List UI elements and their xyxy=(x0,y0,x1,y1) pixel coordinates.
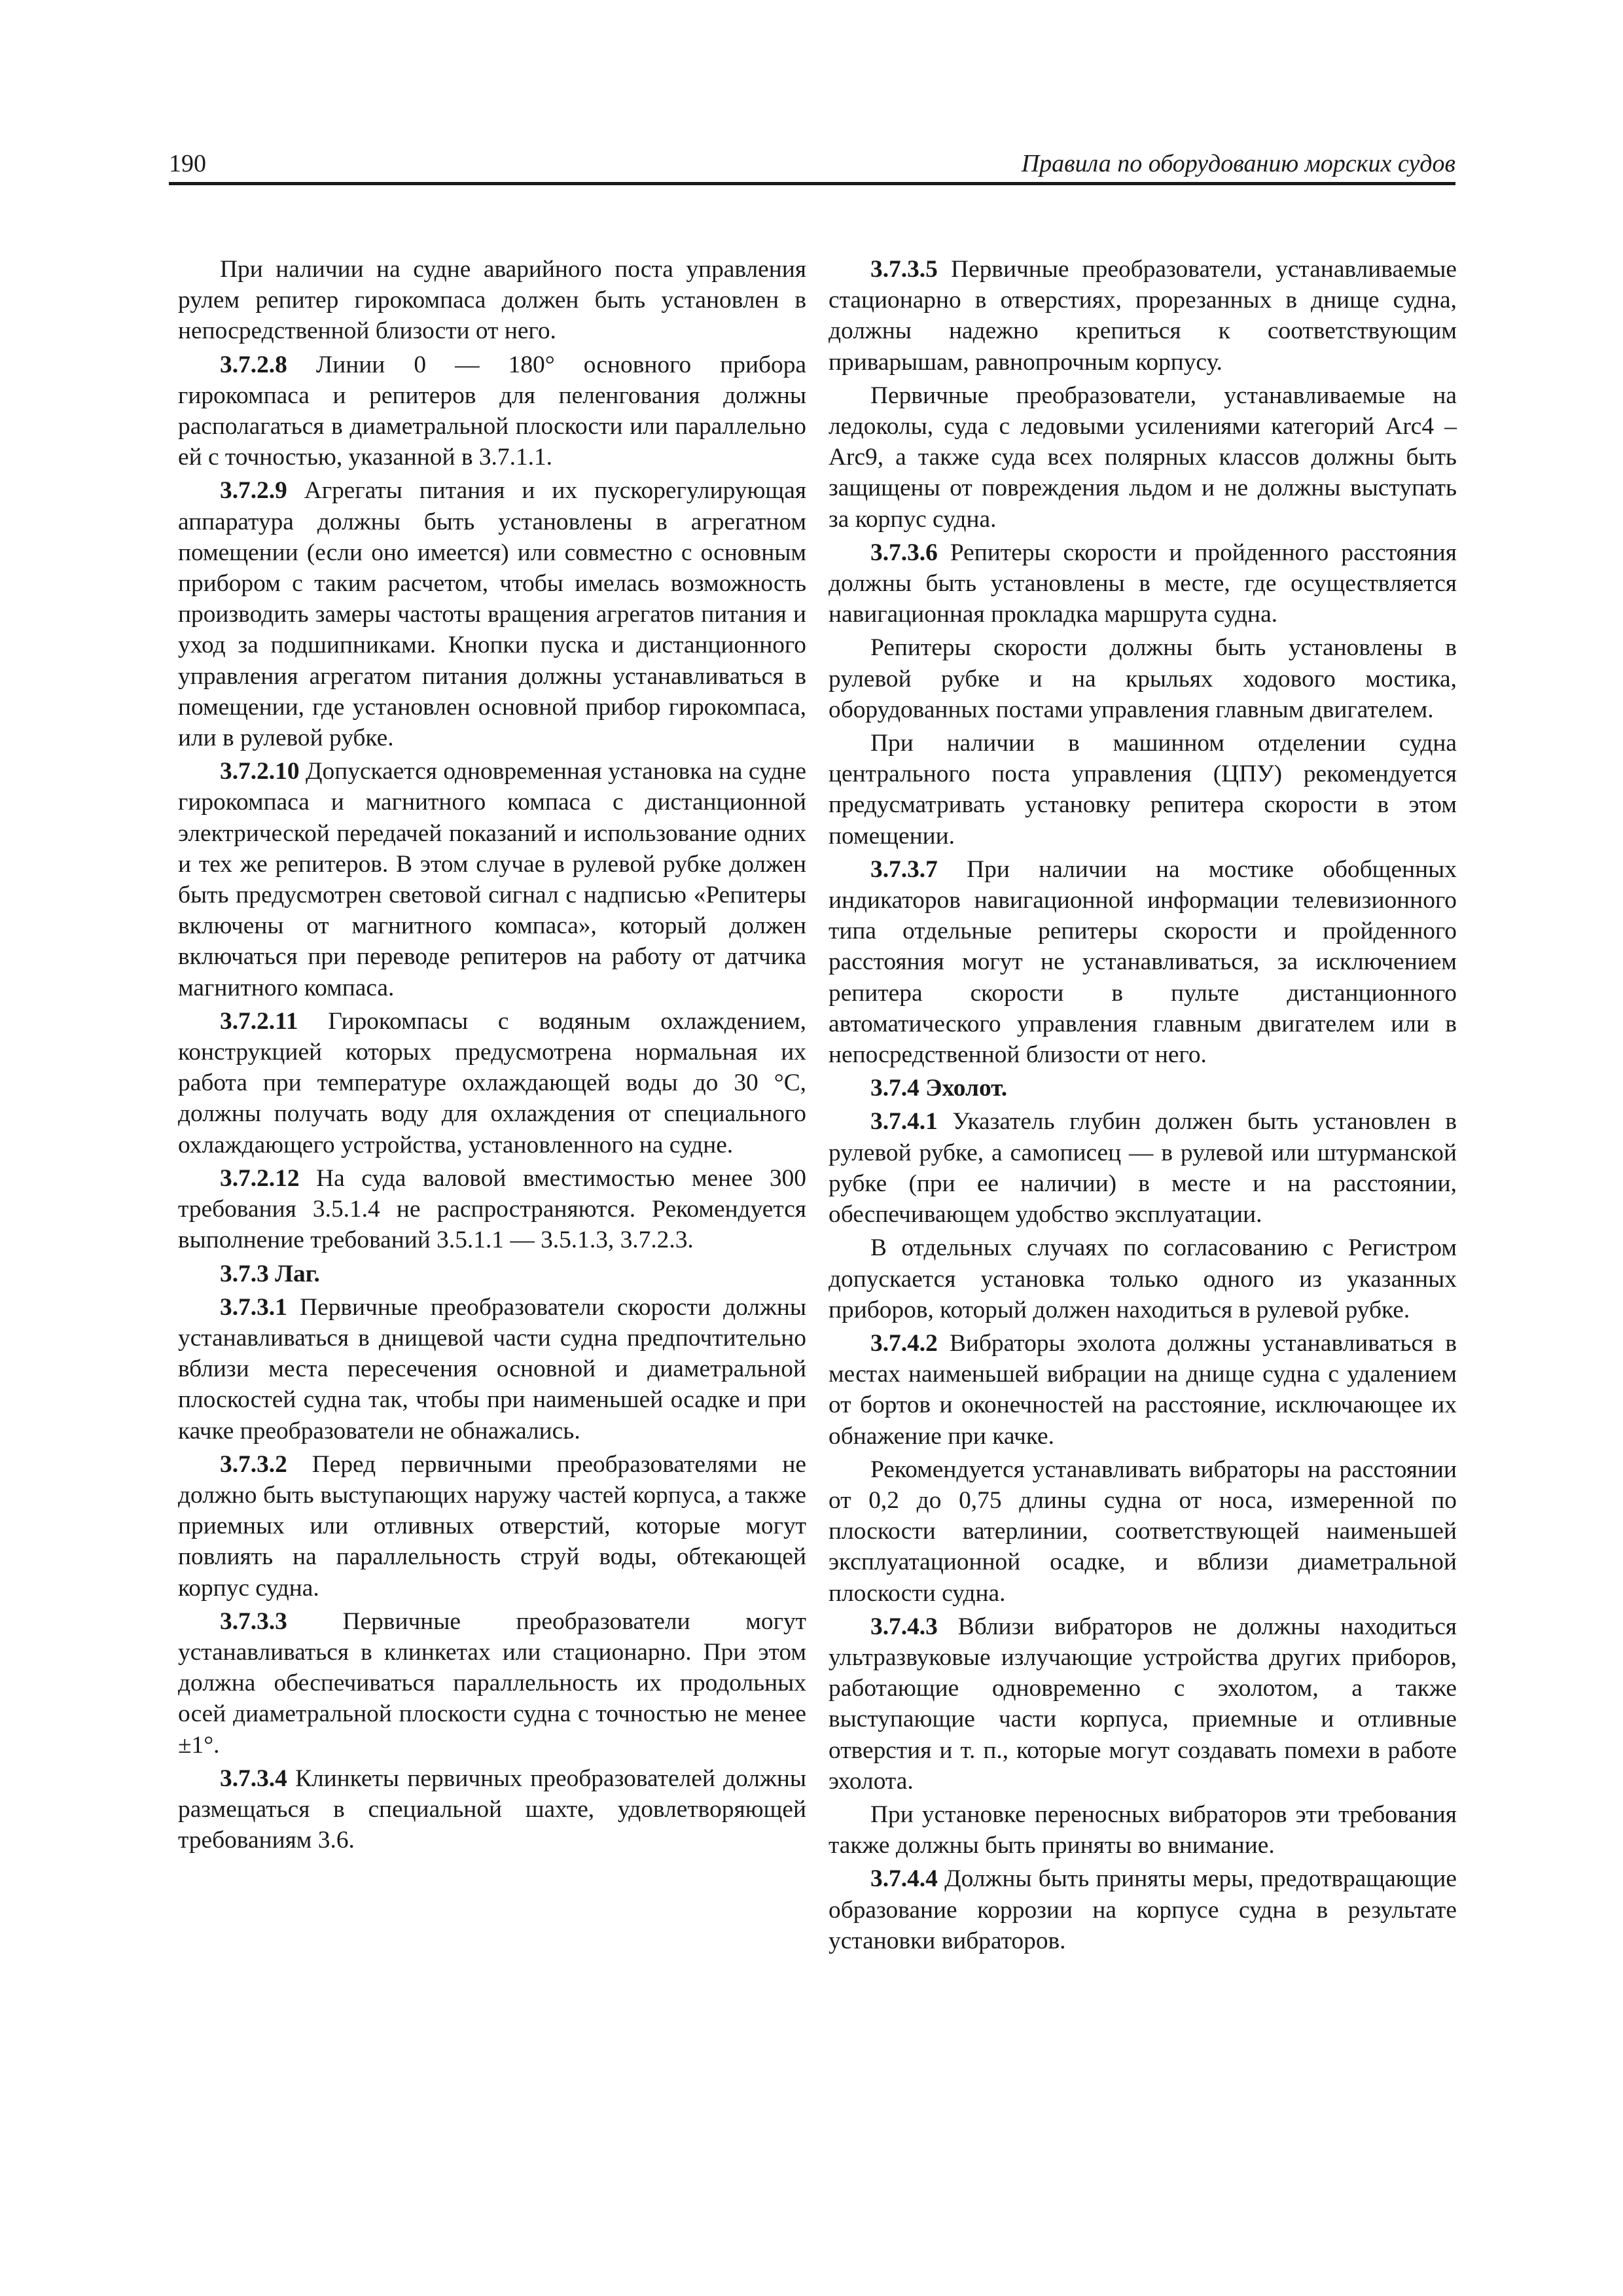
paragraph xyxy=(178,1449,806,1604)
clause-number: 3.7.3.3 xyxy=(220,1607,287,1635)
paragraph-text: Первичные преобразователи, устанавливаемые на ледоколы, суда с ледовыми усилениями категорий Arc4 – Arc9, а также суда всех полярных классов должны быть защищены от повреждения льдом и не должны выступать за корпус судна. xyxy=(829,382,1457,533)
clause-number: 3.7.2.12 xyxy=(220,1164,300,1192)
clause-number: 3.7.3.6 xyxy=(870,539,938,566)
paragraph xyxy=(178,1606,806,1761)
paragraph xyxy=(829,1232,1457,1325)
paragraph xyxy=(829,1328,1457,1452)
paragraph xyxy=(829,1106,1457,1230)
paragraph-text: Гирокомпасы с водяным охлаждением, конструкцией которых предусмотрена нормальная их работа при температуре охлаждающей воды до 30 °С, должны получать воду для охлаждения от специального охлаждающего устройства, установленного на судне. xyxy=(178,1007,806,1158)
right-column xyxy=(829,254,1457,1959)
left-column xyxy=(178,254,806,1858)
paragraph xyxy=(178,1763,806,1856)
paragraph xyxy=(829,537,1457,630)
paragraph xyxy=(829,1799,1457,1861)
paragraph xyxy=(829,728,1457,852)
paragraph xyxy=(829,1863,1457,1956)
clause-number: 3.7.4.2 xyxy=(870,1329,938,1357)
clause-number: 3.7.2.10 xyxy=(220,758,300,785)
paragraph xyxy=(829,854,1457,1070)
clause-number: 3.7.4.3 xyxy=(870,1613,938,1640)
paragraph xyxy=(829,1454,1457,1609)
paragraph xyxy=(178,756,806,1003)
clause-number: 3.7.4.4 xyxy=(870,1865,938,1893)
clause-number: 3.7.3.1 xyxy=(220,1293,287,1321)
running-title: Правила по оборудованию морских судов xyxy=(1021,150,1455,177)
paragraph-text: При наличии на мостике обобщенных индикаторов навигационной информации телевизионного типа отдельные репитеры скорости и пройденного расстояния могут не устанавливаться, за исключением репитера скорости в пульте дистанционного автоматического управления главным двигателем или в непосредственной близости от него. xyxy=(829,855,1457,1069)
clause-number: 3.7.3.4 xyxy=(220,1765,287,1792)
paragraph-text: Первичные преобразователи могут устанавливаться в клинкетах или стационарно. При этом должна обеспечиваться параллельность их продольных осей диаметральной плоскости судна с точностью не менее ±1°. xyxy=(178,1607,806,1759)
section-heading xyxy=(829,1073,1457,1103)
paragraph-text: Допускается одновременная установка на судне гирокомпаса и магнитного компаса с дистанционной электрической передачей показаний и использование одних и тех же репитеров. В этом случае в рулевой рубке должен быть предусмотрен световой сигнал с надписью «Репитеры включены от магнитного компаса», который должен включаться при переводе репитеров на работу от датчика магнитного компаса. xyxy=(178,758,806,1001)
paragraph xyxy=(178,254,806,347)
paragraph-text: Репитеры скорости и пройденного расстояния должны быть установлены в месте, где осуществляется навигационная прокладка маршрута судна. xyxy=(829,539,1457,628)
section-heading xyxy=(178,1259,806,1289)
paragraph-text: Агрегаты питания и их пускорегулирующая аппаратура должны быть установлены в агрегатном помещении (если оно имеется) или совместно с основным прибором с таким расчетом, чтобы имелась возможность производить замеры частоты вращения агрегатов питания и уход за подшипниками. Кнопки пуска и дистанционного управления агрегатом питания должны устанавливаться в помещении, где установлен основной прибор гирокомпаса, или в рулевой рубке. xyxy=(178,477,806,752)
paragraph-text: На суда валовой вместимостью менее 300 требования 3.5.1.4 не распространяются. Рекомендуется выполнение требований 3.5.1.1 — 3.5.1.3, 3.7.2.3. xyxy=(178,1164,806,1254)
paragraph xyxy=(178,350,806,473)
paragraph-text: При наличии на судне аварийного поста управления рулем репитер гирокомпаса должен быть установлен в непосредственной близости от него. xyxy=(178,256,806,345)
paragraph-text: Перед первичными преобразователями не должно быть выступающих наружу частей корпуса, а также приемных или отливных отверстий, которые могут повлиять на параллельность струй воды, обтекающей корпус судна. xyxy=(178,1450,806,1602)
paragraph-text: Рекомендуется устанавливать вибраторы на расстоянии от 0,2 до 0,75 длины судна от носа, измеренной по плоскости ватерлинии, соответствующей наименьшей эксплуатационной осадке, и вблизи диаметральной плоскости судна. xyxy=(829,1456,1457,1607)
paragraph-text: При наличии в машинном отделении судна центрального поста управления (ЦПУ) рекомендуется предусматривать установку репитера скорости в этом помещении. xyxy=(829,730,1457,850)
paragraph-text: Должны быть приняты меры, предотвращающие образование коррозии на корпусе судна в результате установки вибраторов. xyxy=(829,1865,1457,1954)
paragraph-text: В отдельных случаях по согласованию с Регистром допускается установка только одного из указанных приборов, который должен находиться в рулевой рубке. xyxy=(829,1234,1457,1323)
paragraph xyxy=(178,1292,806,1446)
paragraph xyxy=(178,475,806,753)
paragraph-text: Клинкеты первичных преобразователей должны размещаться в специальной шахте, удовлетворяющей требованиям 3.6. xyxy=(178,1765,806,1854)
paragraph-text: Репитеры скорости должны быть установлены в рулевой рубке и на крыльях ходового мостика, оборудованных постами управления главным двигателем. xyxy=(829,634,1457,723)
paragraph-text: Указатель глубин должен быть установлен в рулевой рубке, а самописец — в рулевой или штурманской рубке (при ее наличии) в месте и на расстоянии, обеспечивающем удобство эксплуатации. xyxy=(829,1108,1457,1229)
section-heading-text: 3.7.4 Эхолот. xyxy=(870,1075,1008,1102)
clause-number: 3.7.3.2 xyxy=(220,1450,287,1478)
paragraph xyxy=(829,632,1457,725)
page-header xyxy=(169,145,1455,185)
paragraph xyxy=(829,1611,1457,1797)
paragraph xyxy=(178,1163,806,1256)
paragraph-text: Первичные преобразователи скорости должны устанавливаться в днищевой части судна предпочтительно вблизи места пересечения основной и диаметральной плоскостей судна так, чтобы при наименьшей осадке и при качке преобразователи не обнажались. xyxy=(178,1293,806,1444)
paragraph xyxy=(829,254,1457,378)
page-number: 190 xyxy=(169,150,206,177)
paragraph xyxy=(829,380,1457,535)
paragraph xyxy=(178,1006,806,1160)
paragraph-text: Вблизи вибраторов не должны находиться ультразвуковые излучающие устройства других приборов, работающие одновременно с эхолотом, а также выступающие части корпуса, приемные и отливные отверстия и т. п., которые могут создавать помехи в работе эхолота. xyxy=(829,1613,1457,1795)
clause-number: 3.7.2.8 xyxy=(220,351,287,378)
paragraph-text: При установке переносных вибраторов эти требования также должны быть приняты во внимание. xyxy=(829,1801,1457,1859)
clause-number: 3.7.3.7 xyxy=(870,855,938,883)
paragraph-text: Вибраторы эхолота должны устанавливаться в местах наименьшей вибрации на днище судна с удалением от бортов и оконечностей на расстояние, исключающее их обнажение при качке. xyxy=(829,1329,1457,1450)
clause-number: 3.7.2.9 xyxy=(220,477,287,505)
paragraph-text: Первичные преобразователи, устанавливаемые стационарно в отверстиях, прорезанных в днище судна, должны надежно крепиться к соответствующим приварышам, равнопрочным корпусу. xyxy=(829,256,1457,376)
paragraph-text: Линии 0 — 180° основного прибора гирокомпаса и репитеров для пеленгования должны располагаться в диаметральной плоскости или параллельно ей с точностью, указанной в 3.7.1.1. xyxy=(178,351,806,471)
clause-number: 3.7.3.5 xyxy=(870,256,938,283)
clause-number: 3.7.4.1 xyxy=(870,1108,938,1136)
section-heading-text: 3.7.3 Лаг. xyxy=(220,1260,320,1287)
clause-number: 3.7.2.11 xyxy=(220,1007,298,1035)
